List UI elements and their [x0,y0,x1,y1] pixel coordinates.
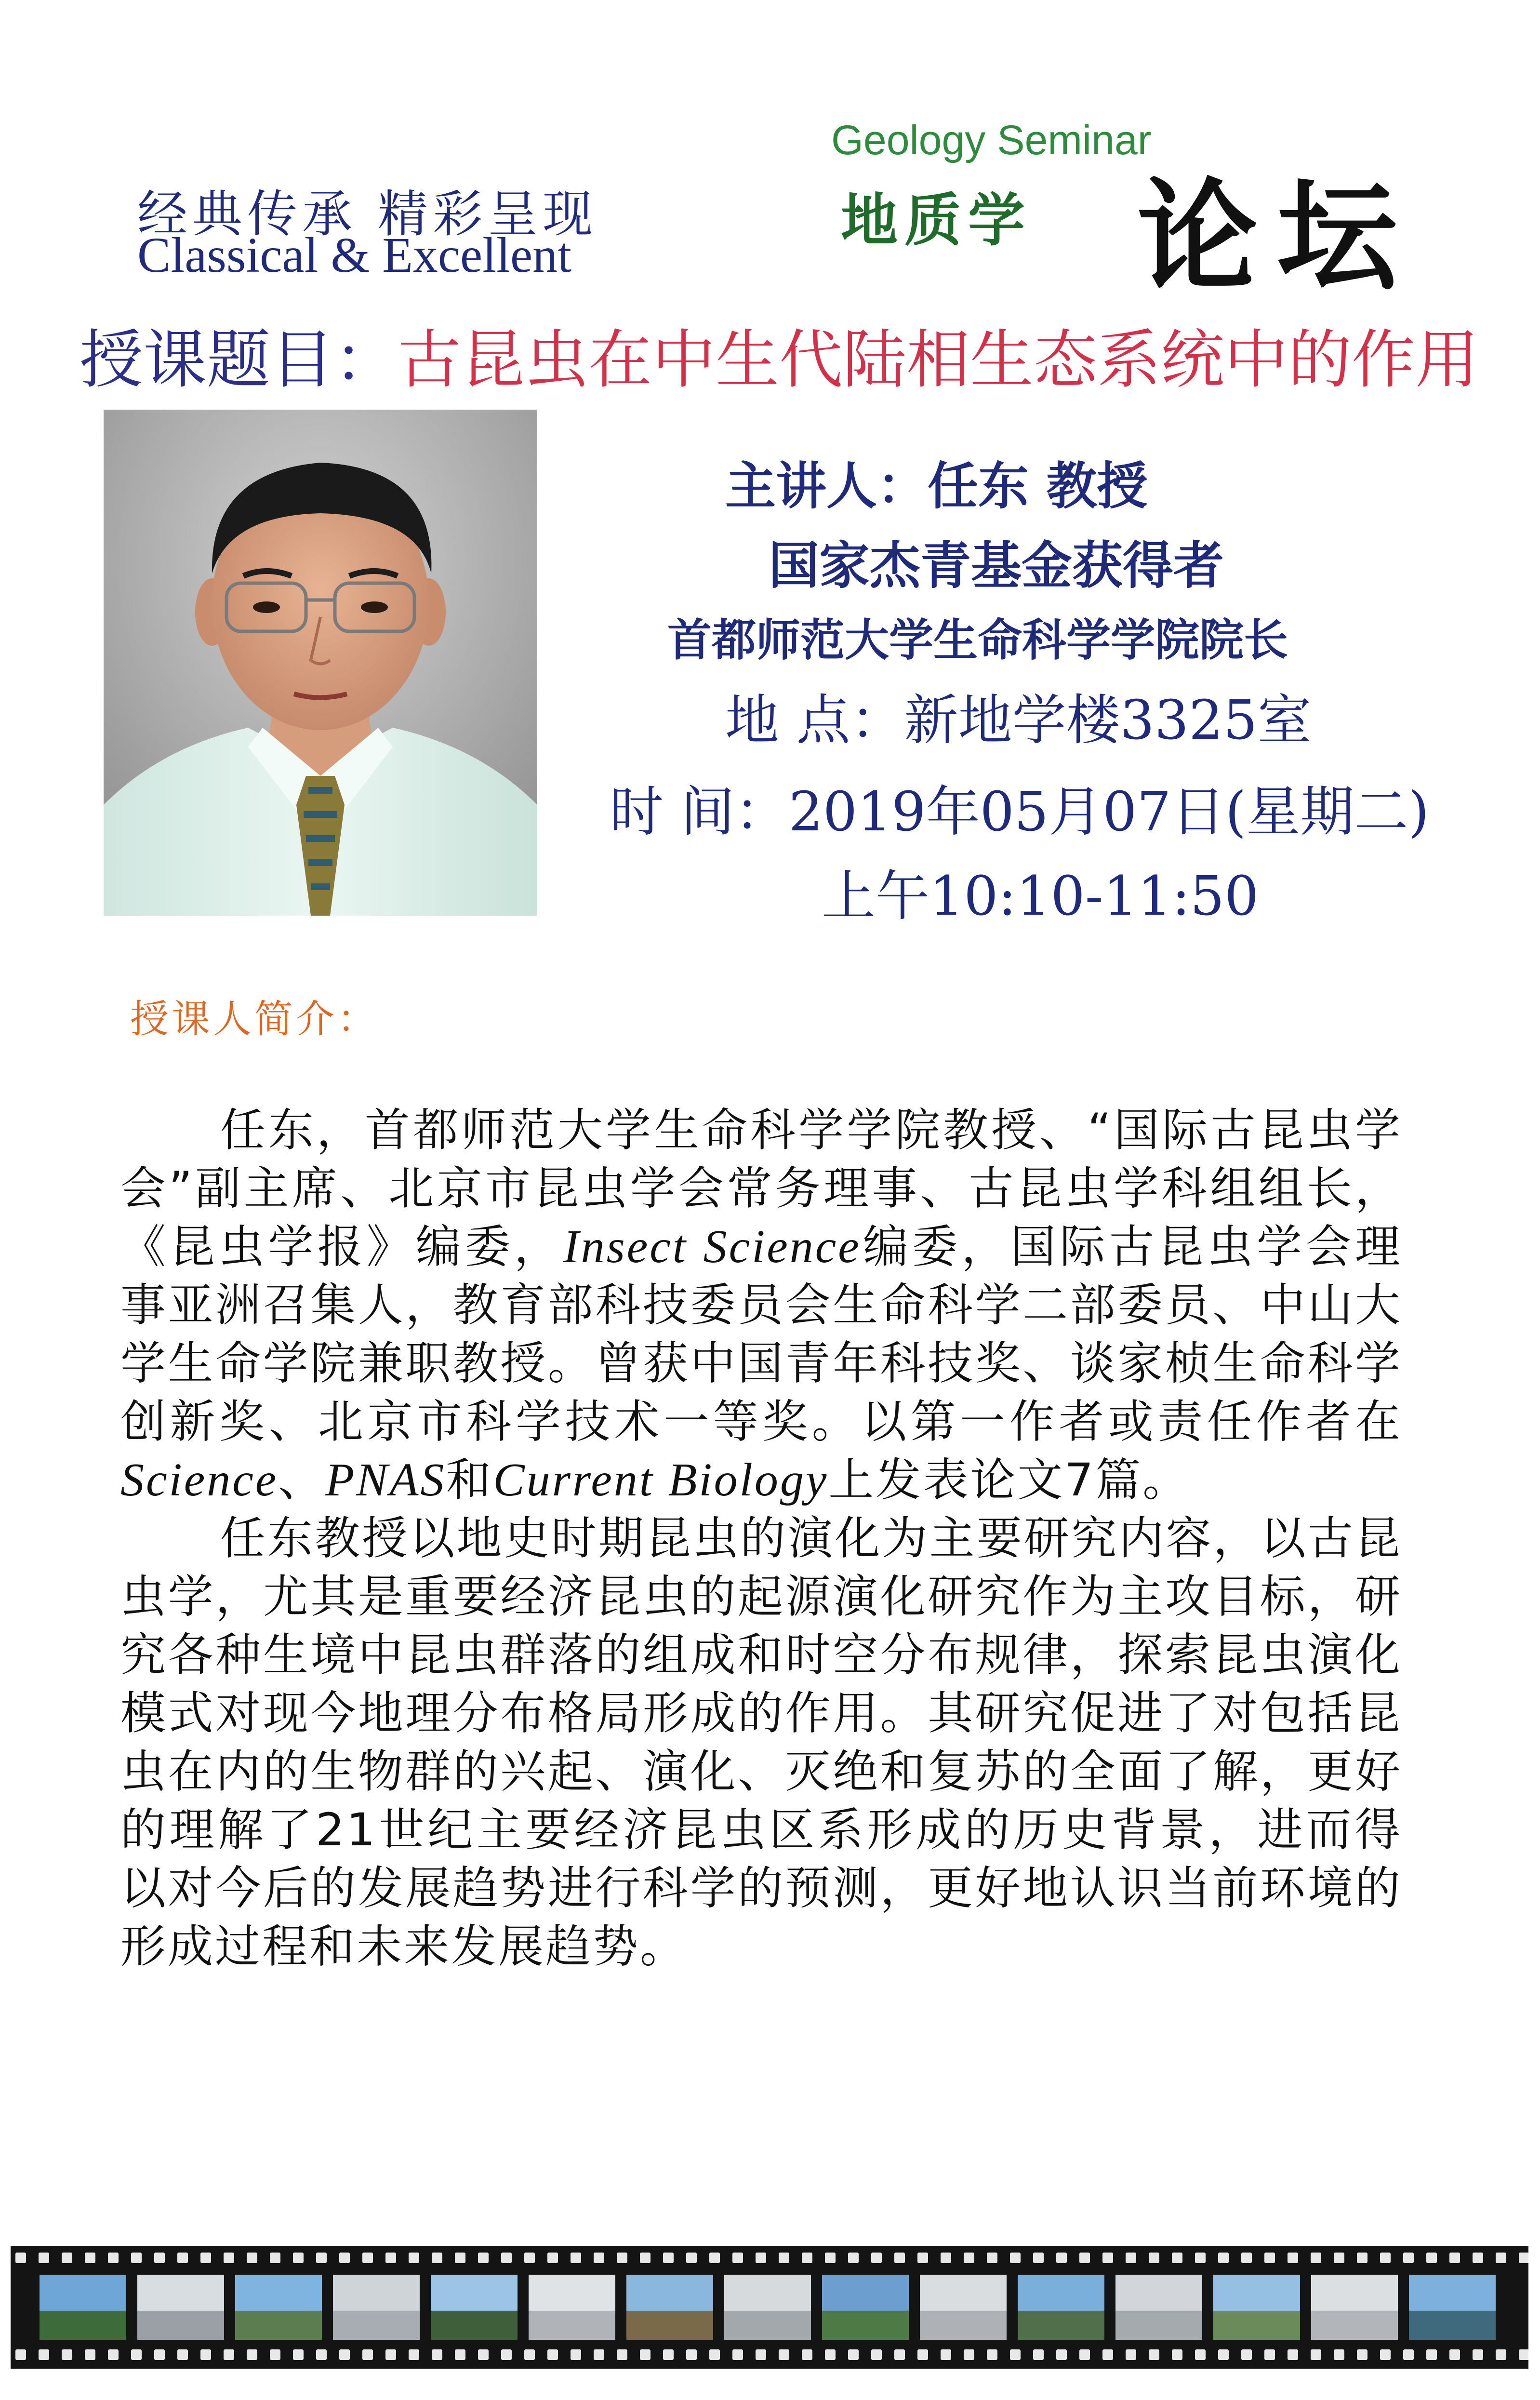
film-sprocket-hole [270,2253,280,2263]
film-sprocket-hole [825,2349,836,2360]
film-sprocket-hole [177,2349,188,2360]
film-sprocket-hole [177,2253,188,2263]
film-sprocket-hole [547,2253,558,2263]
film-sprocket-hole [686,2349,697,2360]
film-sprocket-hole [917,2349,928,2360]
film-frame-image [137,2275,224,2340]
film-frame-image [333,2275,420,2340]
film-sprocket-hole [455,2349,465,2360]
film-sprocket-hole [62,2253,72,2263]
film-sprocket-hole [1264,2253,1275,2263]
film-frame-image [431,2275,518,2340]
film-sprocket-hole [941,2349,951,2360]
film-strip-decoration [11,2246,1528,2369]
film-sprocket-hole [732,2253,743,2263]
film-sprocket-hole [524,2349,535,2360]
film-sprocket-hole [1334,2349,1344,2360]
film-sprocket-hole [131,2349,142,2360]
film-sprocket-hole [617,2253,627,2263]
film-sprocket-hole [1056,2253,1067,2263]
film-frame-image [1115,2275,1202,2340]
film-sprocket-hole [85,2253,95,2263]
film-sprocket-hole [894,2349,905,2360]
film-sprocket-hole [1403,2349,1414,2360]
film-sprocket-hole [1056,2349,1067,2360]
film-sprocket-hole [39,2349,49,2360]
film-sprocket-hole [362,2253,373,2263]
film-sprocket-hole [247,2253,257,2263]
film-sprocket-hole [1449,2349,1460,2360]
film-sprocket-hole [617,2349,627,2360]
film-frame-image [1213,2275,1300,2340]
speaker-photo [104,410,537,916]
journal-name: Science [120,1454,279,1506]
seminar-title-chinese: 地质学 [841,187,1032,253]
film-sprocket-hole [270,2349,280,2360]
bio-text [120,1101,1402,1976]
film-sprocket-hole [1172,2349,1182,2360]
lecture-time: 上午10:10-11:50 [822,865,1259,928]
film-sprocket-hole [524,2253,535,2263]
film-sprocket-hole [432,2253,442,2263]
film-sprocket-hole [1334,2253,1344,2263]
slogan-chinese: 经典传承 精彩呈现 [137,185,598,243]
film-sprocket-hole [1102,2253,1113,2263]
film-sprocket-hole [339,2253,350,2263]
film-sprocket-hole [1357,2253,1367,2263]
film-sprocket-hole [779,2253,789,2263]
film-sprocket-holes-top [11,2253,1528,2265]
film-sprocket-hole [1380,2253,1391,2263]
film-sprocket-hole [663,2253,674,2263]
film-sprocket-hole [1241,2349,1252,2360]
film-sprocket-hole [200,2253,211,2263]
bio-text-segment: 任东，首都师范大学生命科学学院教授、“国际古昆虫学会”副主席、北京市昆虫学会常务理事、古昆虫学科组组长，《昆虫学报》编委， [120,1104,1402,1273]
film-sprocket-hole [1010,2349,1021,2360]
film-sprocket-hole [224,2253,234,2263]
film-sprocket-hole [1218,2253,1229,2263]
film-sprocket-hole [1357,2349,1367,2360]
film-sprocket-hole [987,2253,997,2263]
film-frame-image [40,2275,126,2340]
film-sprocket-hole [85,2349,95,2360]
film-sprocket-hole [293,2253,304,2263]
film-sprocket-hole [1195,2253,1206,2263]
film-sprocket-hole [362,2349,373,2360]
film-sprocket-hole [1380,2349,1391,2360]
lecture-topic [80,308,1479,400]
film-frame-image [822,2275,909,2340]
bio-text-segment: 、 [278,1454,326,1507]
lecture-date: 时 间：2019年05月07日(星期二) [610,781,1430,843]
film-sprocket-hole [1218,2349,1229,2360]
film-sprocket-hole [1149,2253,1159,2263]
film-sprocket-hole [385,2253,396,2263]
film-sprocket-hole [1241,2253,1252,2263]
film-sprocket-hole [732,2349,743,2360]
film-sprocket-holes-bottom [11,2349,1528,2362]
film-sprocket-hole [1496,2253,1506,2263]
bio-text-segment: 编委，国际古昆虫学会理事亚洲召集人，教育部科技委员会生命科学二部委员、中山大学生命学院兼职教授。曾获中国青年科技奖、谈家桢生命科学创新奖、北京市科学技术一等奖。以第一作者或责任作者在 [120,1221,1402,1448]
film-sprocket-hole [663,2349,674,2360]
film-sprocket-hole [1079,2253,1090,2263]
film-frame-image [1409,2275,1496,2340]
film-sprocket-hole [571,2349,581,2360]
film-sprocket-hole [1264,2349,1275,2360]
film-sprocket-hole [941,2253,951,2263]
bio-heading: 授课人简介： [130,997,379,1041]
film-sprocket-hole [964,2253,974,2263]
speaker-name: 主讲人：任东 教授 [725,457,1148,516]
film-sprocket-hole [1288,2349,1298,2360]
film-sprocket-hole [154,2349,165,2360]
film-sprocket-hole [1288,2253,1298,2263]
journal-name: PNAS [325,1454,446,1506]
film-sprocket-hole [871,2253,882,2263]
film-sprocket-hole [478,2349,489,2360]
bio-text-segment: 上发表论文7篇。 [828,1454,1190,1507]
film-sprocket-hole [1033,2253,1044,2263]
film-sprocket-hole [108,2253,119,2263]
film-sprocket-hole [825,2253,836,2263]
film-sprocket-hole [1126,2253,1136,2263]
forum-title: 论坛 [1137,165,1417,307]
film-frames [40,2275,1504,2340]
film-sprocket-hole [1126,2349,1136,2360]
journal-name: Current Biology [493,1454,829,1506]
film-sprocket-hole [339,2349,350,2360]
film-sprocket-hole [1403,2253,1414,2263]
film-frame-image [1018,2275,1104,2340]
film-sprocket-hole [1473,2349,1483,2360]
film-sprocket-hole [409,2349,419,2360]
film-sprocket-hole [894,2253,905,2263]
film-sprocket-hole [39,2253,49,2263]
film-frame-image [1311,2275,1398,2340]
film-sprocket-hole [640,2349,651,2360]
film-sprocket-hole [1311,2349,1321,2360]
film-sprocket-hole [571,2253,581,2263]
film-sprocket-hole [131,2253,142,2263]
film-sprocket-hole [848,2253,859,2263]
film-sprocket-hole [964,2349,974,2360]
film-sprocket-hole [409,2253,419,2263]
film-sprocket-hole [1449,2253,1460,2263]
film-sprocket-hole [1195,2349,1206,2360]
film-frame-image [724,2275,811,2340]
film-sprocket-hole [247,2349,257,2360]
film-frame-image [529,2275,615,2340]
film-sprocket-hole [15,2349,26,2360]
film-sprocket-hole [594,2253,604,2263]
film-sprocket-hole [1079,2349,1090,2360]
film-sprocket-hole [709,2349,720,2360]
film-frame-image [626,2275,713,2340]
film-sprocket-hole [478,2253,489,2263]
film-sprocket-hole [848,2349,859,2360]
bio-text-segment: 和 [446,1454,493,1507]
film-sprocket-hole [62,2349,72,2360]
film-sprocket-hole [1519,2349,1528,2360]
film-sprocket-hole [432,2349,442,2360]
film-sprocket-hole [1149,2349,1159,2360]
film-sprocket-hole [1426,2349,1437,2360]
film-frame-image [235,2275,322,2340]
film-sprocket-hole [154,2253,165,2263]
lecture-location: 地 点：新地学楼3325室 [725,689,1312,752]
film-sprocket-hole [640,2253,651,2263]
film-sprocket-hole [686,2253,697,2263]
film-sprocket-hole [779,2349,789,2360]
journal-name: Insect Science [563,1221,861,1273]
film-sprocket-hole [1496,2349,1506,2360]
film-sprocket-hole [1172,2253,1182,2263]
film-sprocket-hole [1033,2349,1044,2360]
film-sprocket-hole [594,2349,604,2360]
film-sprocket-hole [1473,2253,1483,2263]
film-sprocket-hole [756,2253,766,2263]
film-sprocket-hole [1010,2253,1021,2263]
film-sprocket-hole [1311,2253,1321,2263]
topic-title: 古昆虫在中生代陆相生态系统中的作用 [398,323,1479,397]
speaker-honor: 国家杰青基金获得者 [769,536,1224,595]
film-sprocket-hole [871,2349,882,2360]
film-sprocket-hole [293,2349,304,2360]
topic-label: 授课题目： [80,323,398,397]
film-sprocket-hole [709,2253,720,2263]
film-sprocket-hole [501,2349,512,2360]
film-sprocket-hole [1102,2349,1113,2360]
film-sprocket-hole [455,2253,465,2263]
speaker-affiliation: 首都师范大学生命科学学院院长 [667,614,1288,666]
film-sprocket-hole [802,2349,812,2360]
film-frame-image [920,2275,1007,2340]
film-sprocket-hole [802,2253,812,2263]
film-sprocket-hole [108,2349,119,2360]
slogan-english: Classical & Excellent [137,227,572,283]
bio-paragraph-2: 任东教授以地史时期昆虫的演化为主要研究内容，以古昆虫学，尤其是重要经济昆虫的起源演化研究作为主攻目标，研究各种生境中昆虫群落的组成和时空分布规律，探索昆虫演化模式对现今地理分布格局形成的作用。其研究促进了对包括昆虫在内的生物群的兴起、演化、灭绝和复苏的全面了解，更好的理解了21世纪主要经济昆虫区系形成的历史背景，进而得以对今后的发展趋势进行科学的预测，更好地认识当前环境的形成过程和未来发展趋势。 [120,1512,1402,1973]
seminar-title-english: Geology Seminar [831,117,1152,163]
film-sprocket-hole [316,2253,327,2263]
film-sprocket-hole [316,2349,327,2360]
film-sprocket-hole [756,2349,766,2360]
film-sprocket-hole [385,2349,396,2360]
film-sprocket-hole [917,2253,928,2263]
film-sprocket-hole [547,2349,558,2360]
film-sprocket-hole [987,2349,997,2360]
film-sprocket-hole [15,2253,26,2263]
bio-paragraph-1 [120,1101,1402,1509]
film-sprocket-hole [200,2349,211,2360]
film-sprocket-hole [1519,2253,1528,2263]
film-sprocket-hole [501,2253,512,2263]
film-sprocket-hole [1426,2253,1437,2263]
film-sprocket-hole [224,2349,234,2360]
